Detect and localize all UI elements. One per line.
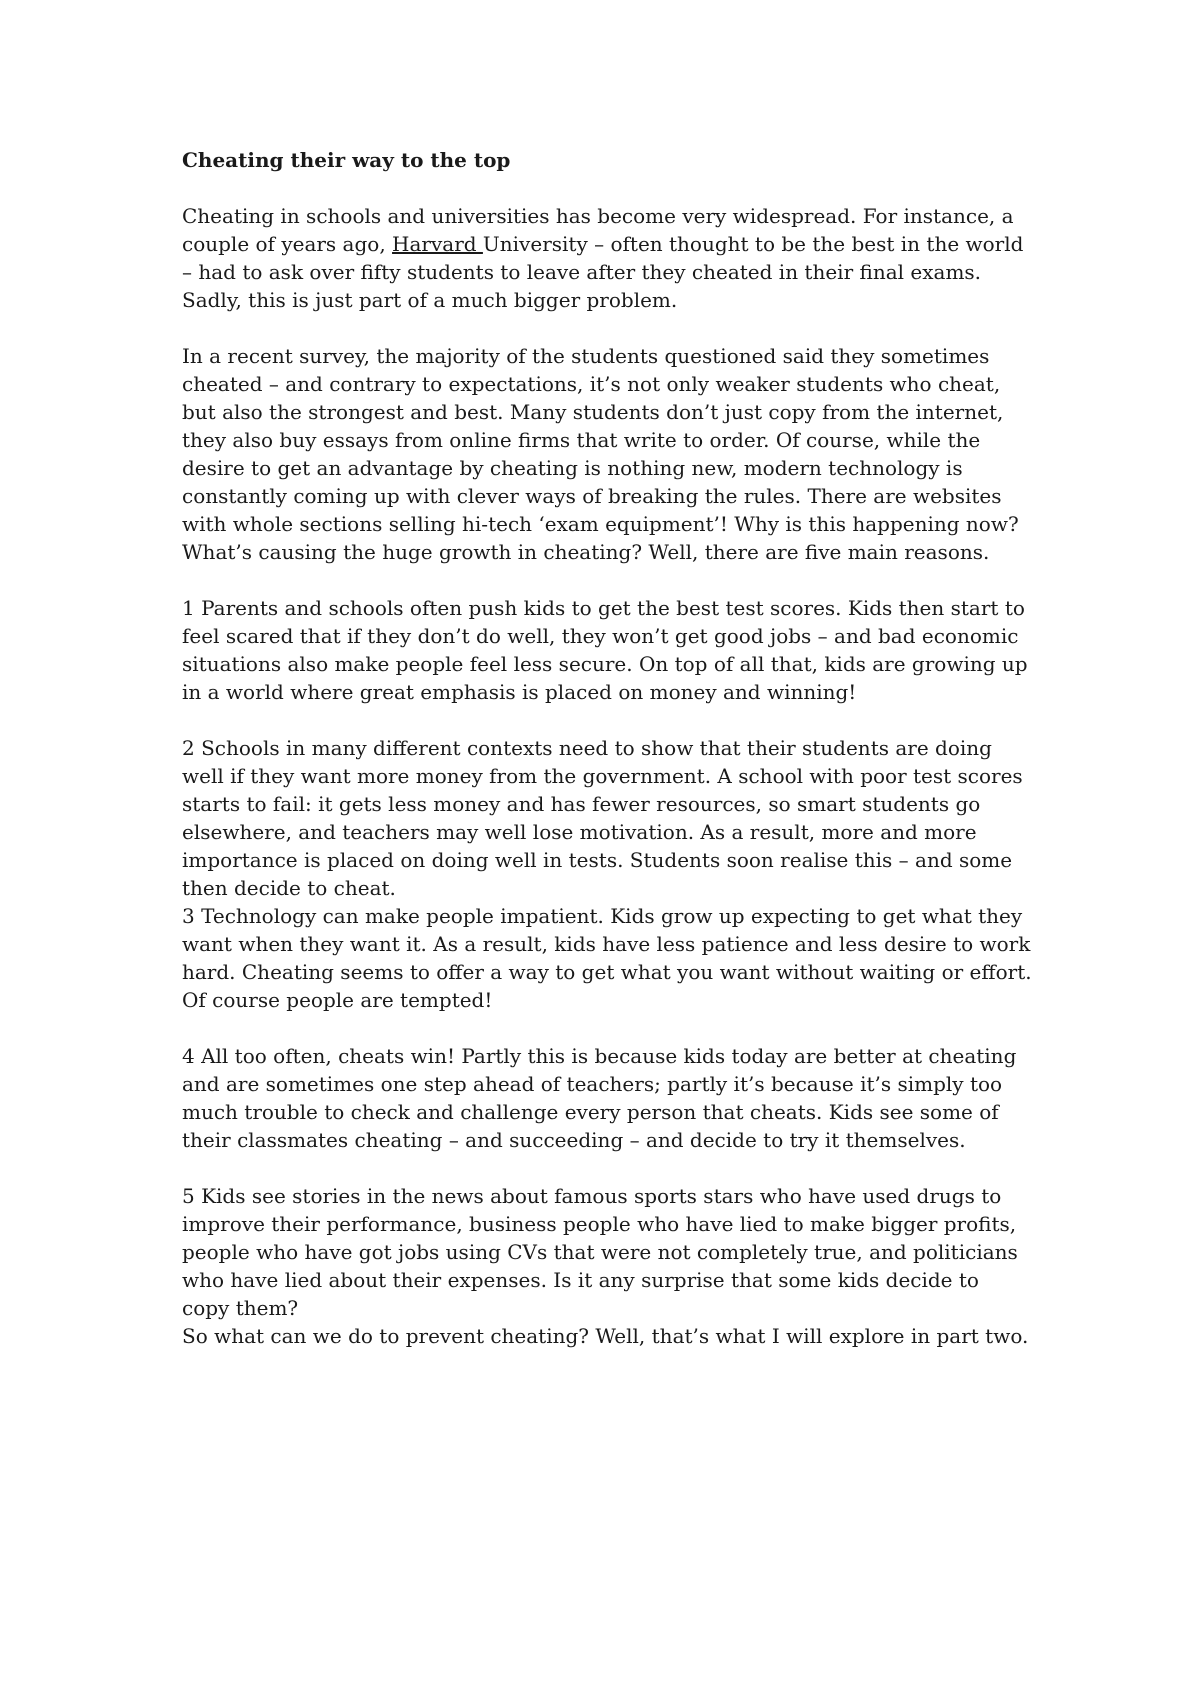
document-body: [182, 146, 1032, 1350]
closing-paragraph: So what can we do to prevent cheating? Well, that’s what I will explore in part two.: [182, 1324, 1029, 1348]
survey-paragraph: In a recent survey, the majority of the students questioned said they sometimes cheated – and contrary to expectations, it’s not only weaker students who cheat, but also the strongest and best. Many students don’t just copy from the internet, they also buy essays from online firms that write to order. Of course, while the desire to get an advantage by cheating is nothing new, modern technology is constantly coming up with clever ways of breaking the rules. There are websites with whole sections selling hi-tech ‘exam equipment’! Why is this happening now? What’s causing the huge growth in cheating? Well, there are five main reasons.: [182, 344, 1019, 564]
reason-5-paragraph: 5 Kids see stories in the news about famous sports stars who have used drugs to improve their performance, business people who have lied to make bigger profits, people who have got jobs using CVs that were not completely true, and politicians who have lied about their expenses. Is it any surprise that some kids decide to copy them?: [182, 1184, 1018, 1320]
document-title: Cheating their way to the top: [182, 148, 511, 172]
reason-3-paragraph: 3 Technology can make people impatient. Kids grow up expecting to get what they want when they want it. As a result, kids have less patience and less desire to work hard. Cheating seems to offer a way to get what you want without waiting or effort. Of course people are tempted!: [182, 904, 1032, 1012]
reason-4-paragraph: 4 All too often, cheats win! Partly this is because kids today are better at cheating and are sometimes one step ahead of teachers; partly it’s because it’s simply too much trouble to check and challenge every person that cheats. Kids see some of their classmates cheating – and succeeding – and decide to try it themselves.: [182, 1044, 1017, 1152]
reason-1-paragraph: 1 Parents and schools often push kids to get the best test scores. Kids then start to feel scared that if they don’t do well, they won’t get good jobs – and bad economic situations also make people feel less secure. On top of all that, kids are growing up in a world where great emphasis is placed on money and winning!: [182, 596, 1028, 704]
reason-2-paragraph: 2 Schools in many different contexts need to show that their students are doing well if they want more money from the government. A school with poor test scores starts to fail: it gets less money and has fewer resources, so smart students go elsewhere, and teachers may well lose motivation. As a result, more and more importance is placed on doing well in tests. Students soon realise this – and some then decide to cheat.: [182, 736, 1023, 900]
harvard-underlined-text: Harvard: [392, 232, 483, 256]
intro-paragraph: [182, 202, 1032, 314]
intro-text-start: Cheating in schools and universities has become very widespread. For instance, a couple of years ago,: [182, 204, 1014, 256]
intro-text-end: University – often thought to be the best in the world – had to ask over fifty students to leave after they cheated in their final exams. Sadly, this is just part of a much bigger problem.: [182, 232, 1024, 312]
